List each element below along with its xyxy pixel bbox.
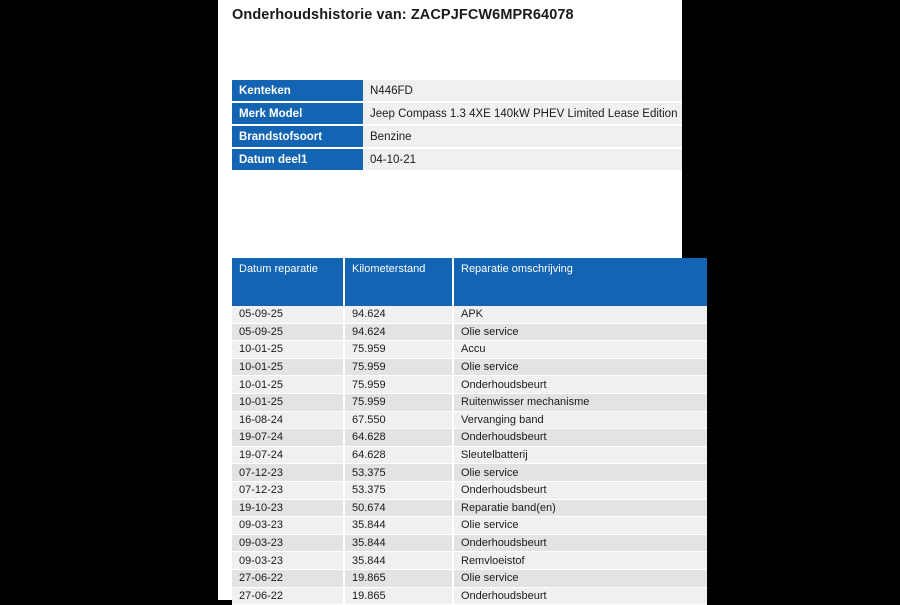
cell-mileage: 19.865 [344,569,453,587]
cell-date: 10-01-25 [232,376,344,394]
info-label: Kenteken [232,80,363,102]
table-row [232,464,707,482]
page-title: Onderhoudshistorie van: ZACPJFCW6MPR64078 [232,7,574,23]
cell-description: Ruitenwisser mechanisme [453,393,707,411]
table-row [232,429,707,447]
cell-date: 10-01-25 [232,341,344,359]
info-row [232,80,682,102]
table-row [232,411,707,429]
cell-description: Sleutelbatterij [453,446,707,464]
info-value: 04-10-21 [363,148,682,171]
cell-mileage: 75.959 [344,341,453,359]
cell-date: 19-10-23 [232,499,344,517]
cell-mileage: 53.375 [344,464,453,482]
cell-date: 09-03-23 [232,534,344,552]
cell-description: Reparatie band(en) [453,499,707,517]
cell-mileage: 75.959 [344,358,453,376]
cell-description: Accu [453,341,707,359]
cell-description: Onderhoudsbeurt [453,376,707,394]
column-header-description: Reparatie omschrijving [453,258,707,306]
table-row [232,358,707,376]
cell-date: 27-06-22 [232,569,344,587]
cell-description: Olie service [453,569,707,587]
table-row [232,306,707,323]
cell-description: Remvloeistof [453,552,707,570]
cell-description: Olie service [453,517,707,535]
cell-mileage: 64.628 [344,429,453,447]
cell-description: Onderhoudsbeurt [453,429,707,447]
cell-date: 09-03-23 [232,552,344,570]
cell-description: Onderhoudsbeurt [453,534,707,552]
cell-mileage: 35.844 [344,552,453,570]
cell-description: Olie service [453,323,707,341]
document-page [218,0,682,600]
cell-date: 07-12-23 [232,464,344,482]
cell-date: 05-09-25 [232,306,344,323]
vehicle-info-table [232,80,682,172]
table-row [232,499,707,517]
table-row [232,323,707,341]
info-value: Jeep Compass 1.3 4XE 140kW PHEV Limited Lease Edition [363,102,682,125]
table-row [232,552,707,570]
cell-description: APK [453,306,707,323]
cell-mileage: 67.550 [344,411,453,429]
cell-mileage: 64.628 [344,446,453,464]
cell-mileage: 50.674 [344,499,453,517]
cell-mileage: 75.959 [344,376,453,394]
cell-date: 10-01-25 [232,358,344,376]
cell-mileage: 53.375 [344,481,453,499]
cell-description: Onderhoudsbeurt [453,481,707,499]
table-row [232,393,707,411]
maintenance-history-table [232,258,707,605]
cell-date: 19-07-24 [232,429,344,447]
cell-mileage: 94.624 [344,306,453,323]
maintenance-history-head [232,258,707,306]
info-value: Benzine [363,125,682,148]
cell-date: 16-08-24 [232,411,344,429]
maintenance-history-body [232,306,707,605]
table-row [232,569,707,587]
vehicle-info-body [232,80,682,171]
info-label: Datum deel1 [232,148,363,171]
cell-date: 27-06-22 [232,587,344,605]
cell-date: 19-07-24 [232,446,344,464]
cell-description: Olie service [453,358,707,376]
cell-mileage: 35.844 [344,517,453,535]
cell-mileage: 19.865 [344,587,453,605]
table-row [232,481,707,499]
cell-mileage: 94.624 [344,323,453,341]
column-header-mileage: Kilometerstand [344,258,453,306]
table-header-row [232,258,707,306]
info-value: N446FD [363,80,682,102]
table-row [232,446,707,464]
info-label: Brandstofsoort [232,125,363,148]
table-row [232,587,707,605]
info-row [232,148,682,171]
info-row [232,102,682,125]
column-header-date: Datum reparatie [232,258,344,306]
cell-mileage: 75.959 [344,393,453,411]
table-row [232,517,707,535]
cell-mileage: 35.844 [344,534,453,552]
cell-date: 09-03-23 [232,517,344,535]
cell-description: Vervanging band [453,411,707,429]
cell-date: 10-01-25 [232,393,344,411]
info-label: Merk Model [232,102,363,125]
table-row [232,341,707,359]
cell-date: 07-12-23 [232,481,344,499]
info-row [232,125,682,148]
cell-description: Onderhoudsbeurt [453,587,707,605]
table-row [232,534,707,552]
cell-date: 05-09-25 [232,323,344,341]
table-row [232,376,707,394]
cell-description: Olie service [453,464,707,482]
